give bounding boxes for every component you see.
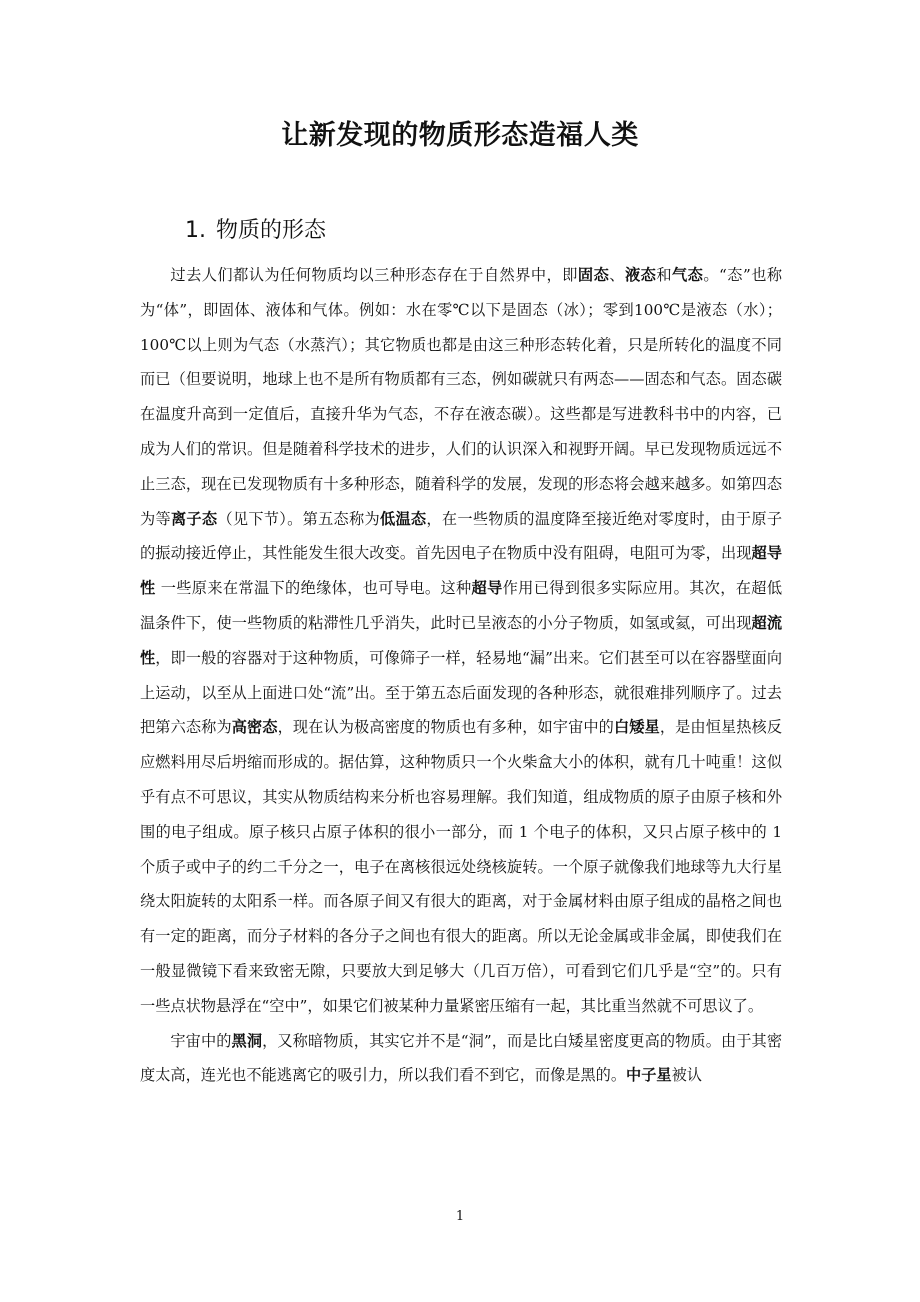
text-run: ，又称暗物质，其实它并不是“洞”，而是比白矮星密度更高的物质。由于其密度太高，连光也不能逃离它的吸引力，所以我们看不到它，而像是黑的。 [140, 1031, 783, 1085]
bold-term: 超流性 [140, 613, 783, 667]
text-run: ，是由恒星热核反应燃料用尽后坍缩而形成的。据估算，这种物质只一个火柴盒大小的体积，就有几十吨重！这似乎有点不可思议，其实从物质结构来分析也容易理解。我们知道，组成物质的原子由原子核和外围的电子组成。原子核只占原子体积的很小一部分，而 1 个电子的体积，又只占原子核中的 1 个质子或中子的约二千分之一，电子在离核很远处绕核旋转。一个原子就像我们地球等九大行星绕太阳旋转的太阳系一样。而各原子间又有很大的距离，对于金属材料由原子组成的晶格之间也有一定的距离，而分子材料的各分子之间也有很大的距离。所以无论金属或非金属，即使我们在一般显微镜下看来致密无隙，只要放大到足够大（几百万倍），可看到它们几乎是“空”的。只有一些点状物悬浮在“空中”，如果它们被某种力量紧密压缩有一起，其比重当然就不可思议了。 [140, 718, 783, 1015]
bold-term: 白矮星 [613, 718, 660, 737]
bold-term: 气态 [672, 266, 704, 284]
text-run: 和 [656, 266, 672, 284]
bold-term: 液态 [624, 266, 657, 284]
page-number: 1 [455, 1209, 465, 1224]
text-run: 被认 [671, 1066, 702, 1085]
bold-term: 离子态 [170, 509, 218, 528]
text-run: 宇宙中的 [170, 1031, 232, 1050]
text-run: ，在一些物质的温度降至接近绝对零度时，由于原子的振动接近停止，其性能发生很大改变。首先因电子在物质中没有阻碍，电阻可为零，出现 [140, 509, 783, 563]
section-title: 物质的形态 [216, 218, 327, 243]
text-run: 一些原来在常温下的绝缘体，也可导电。这种 [155, 579, 472, 598]
paragraph [140, 258, 782, 1024]
bold-term: 高密态 [231, 718, 278, 737]
text-run: 、 [609, 266, 625, 284]
bold-term: 低温态 [379, 509, 427, 528]
text-run: 过去人们都认为任何物质均以三种形态存在于自然界中，即 [170, 266, 578, 284]
bold-term: 超导性 [140, 544, 783, 598]
bold-term: 中子星 [626, 1066, 672, 1085]
text-run: ，即一般的容器对于这种物质，可像筛子一样，轻易地“漏”出来。它们甚至可以在容器壁面向上运动，以至从上面进口处“流”出。至于第五态后面发现的各种形态，就很难排列顺序了。过去把第六态称为 [140, 648, 783, 737]
text-run: 作用已得到很多实际应用。其次，在超低温条件下，使一些物质的粘滞性几乎消失，此时已呈液态的小分子物质，如氢或氦，可出现 [140, 579, 783, 632]
text-run: （见下节）。第五态称为 [217, 509, 380, 528]
section-heading [185, 214, 326, 248]
text-run: 。“态”也称为“体”，即固体、液体和气体。例如：水在零℃以下是固态（冰）；零到100℃是液态（水）；100℃以上则为气态（水蒸汽）；其它物质也都是由这三种形态转化着，只是所转化的温度不同而已（但要说明，地球上也不是所有物质都有三态，例如碳就只有两态——固态和气态。固态碳在温度升高到一定值后，直接升华为气态，不存在液态碳）。这些都是写进教科书中的内容，已成为人们的常识。但是随着科学技术的进步，人们的认识深入和视野开阔。早已发现物质远远不止三态，现在已发现物质有十多种形态，随着科学的发展，发现的形态将会越来越多。如第四态为等 [140, 266, 783, 528]
document-title: 让新发现的物质形态造福人类 [281, 120, 639, 151]
body-text [140, 258, 782, 1093]
text-run: ，现在认为极高密度的物质也有多种，如宇宙中的 [277, 718, 614, 737]
bold-term: 黑洞 [231, 1031, 263, 1050]
bold-term: 超导 [471, 579, 503, 598]
section-number: 1. [185, 218, 206, 243]
bold-term: 固态 [577, 266, 610, 284]
paragraph [140, 1024, 782, 1094]
